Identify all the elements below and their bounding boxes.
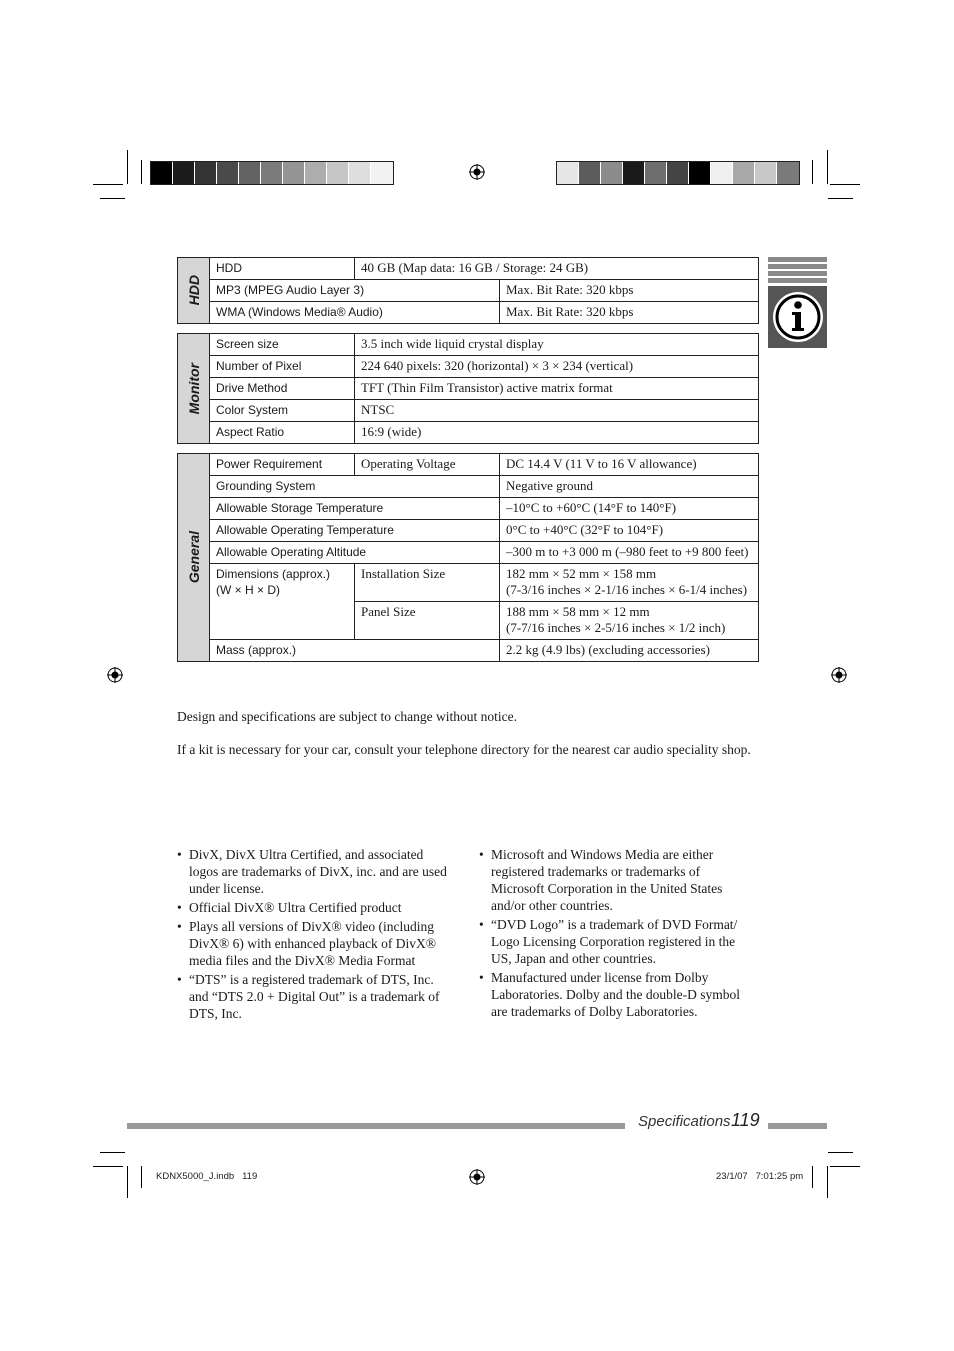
crop-mark: [830, 1166, 860, 1167]
color-swatch: [261, 162, 283, 184]
crop-mark: [141, 1166, 142, 1188]
footer-section-label: Specifications: [638, 1113, 731, 1130]
dimensions-axes: (W × H × D): [216, 583, 281, 597]
spec-value: [500, 602, 759, 640]
crop-mark: [828, 1152, 853, 1153]
spec-label: Allowable Operating Temperature: [210, 520, 500, 542]
list-item: • Official DivX® Ultra Certified product: [177, 899, 452, 916]
color-swatch: [755, 162, 777, 184]
color-swatch: [601, 162, 623, 184]
crop-mark: [93, 1166, 123, 1167]
color-swatch: [217, 162, 239, 184]
design-change-note: Design and specifications are subject to change without notice.: [177, 709, 518, 724]
color-swatch: [327, 162, 349, 184]
panel-size-metric: 188 mm × 58 mm × 12 mm: [506, 604, 650, 619]
spec-value: NTSC: [355, 400, 759, 422]
spec-label: WMA (Windows Media® Audio): [210, 302, 500, 324]
spec-label: Screen size: [210, 334, 355, 356]
crop-mark: [812, 160, 813, 184]
color-swatch: [371, 162, 393, 184]
registration-mark-icon: [469, 164, 485, 180]
slug-file-info: KDNX5000_J.indb 119: [156, 1171, 258, 1182]
spec-value: 3.5 inch wide liquid crystal display: [355, 334, 759, 356]
spec-sublabel: Panel Size: [355, 602, 500, 640]
color-swatch: [239, 162, 261, 184]
list-item: • “DVD Logo” is a trademark of DVD Format/ Logo Licensing Corporation registered in the US, Japan and other countries.: [479, 916, 754, 967]
color-swatch: [579, 162, 601, 184]
spec-value: Max. Bit Rate: 320 kbps: [500, 280, 759, 302]
section-header-general: General: [178, 454, 210, 662]
install-size-imperial: (7-3/16 inches × 2-1/16 inches × 6-1/4 inches): [506, 582, 748, 597]
color-swatch: [689, 162, 711, 184]
color-bar-right: [556, 161, 800, 185]
spec-label: Drive Method: [210, 378, 355, 400]
spec-value: 224 640 pixels: 320 (horizontal) × 3 × 234 (vertical): [355, 356, 759, 378]
color-swatch: [173, 162, 195, 184]
color-swatch: [349, 162, 371, 184]
spec-value: DC 14.4 V (11 V to 16 V allowance): [500, 454, 759, 476]
spec-label: Power Requirement: [210, 454, 355, 476]
section-header-hdd: HDD: [178, 258, 210, 324]
spec-label: MP3 (MPEG Audio Layer 3): [210, 280, 500, 302]
color-swatch: [305, 162, 327, 184]
spec-label: Allowable Storage Temperature: [210, 498, 500, 520]
crop-mark: [141, 160, 142, 184]
registration-mark-icon: [107, 667, 123, 683]
slug-timestamp: 23/1/07 7:01:25 pm: [716, 1171, 804, 1182]
color-swatch: [283, 162, 305, 184]
spec-label: Mass (approx.): [210, 640, 500, 662]
spec-value: –10°C to +60°C (14°F to 140°F): [500, 498, 759, 520]
trademark-list-left: [177, 846, 452, 1024]
install-size-metric: 182 mm × 52 mm × 158 mm: [506, 566, 657, 581]
crop-mark: [828, 198, 853, 199]
spec-label: Allowable Operating Altitude: [210, 542, 500, 564]
kit-note: If a kit is necessary for your car, consult your telephone directory for the nearest car audio speciality shop.: [177, 742, 751, 757]
color-bar-left: [150, 161, 394, 185]
spec-sublabel: Operating Voltage: [355, 454, 500, 476]
spec-label: Aspect Ratio: [210, 422, 355, 444]
monitor-spec-table: [177, 333, 759, 444]
spec-value: –300 m to +3 000 m (–980 feet to +9 800 feet): [500, 542, 759, 564]
footer-rule-right: [768, 1123, 827, 1129]
spec-label: HDD: [210, 258, 355, 280]
registration-mark-icon: [469, 1169, 485, 1185]
crop-mark: [812, 1166, 813, 1188]
color-swatch: [623, 162, 645, 184]
spec-value: 40 GB (Map data: 16 GB / Storage: 24 GB): [355, 258, 759, 280]
crop-mark: [93, 184, 123, 185]
spec-sublabel: Installation Size: [355, 564, 500, 602]
spec-value: 0°C to +40°C (32°F to 104°F): [500, 520, 759, 542]
crop-mark: [827, 150, 828, 184]
color-swatch: [151, 162, 173, 184]
color-swatch: [557, 162, 579, 184]
color-swatch: [733, 162, 755, 184]
list-item: • “DTS” is a registered trademark of DTS, Inc. and “DTS 2.0 + Digital Out” is a trademark of DTS, Inc.: [177, 971, 452, 1022]
crop-mark: [100, 1152, 125, 1153]
list-item: • DivX, DivX Ultra Certified, and associated logos are trademarks of DivX, inc. and are used under license.: [177, 846, 452, 897]
color-swatch: [645, 162, 667, 184]
list-item: • Microsoft and Windows Media are either registered trademarks or trademarks of Microsoft Corporation in the United States and/or other countries.: [479, 846, 754, 914]
color-swatch: [777, 162, 799, 184]
footer-rule-left: [127, 1123, 625, 1129]
color-swatch: [711, 162, 733, 184]
spec-label: Color System: [210, 400, 355, 422]
spec-value: [500, 564, 759, 602]
info-icon: [771, 290, 825, 344]
spec-value: Negative ground: [500, 476, 759, 498]
spec-value: Max. Bit Rate: 320 kbps: [500, 302, 759, 324]
spec-label: Grounding System: [210, 476, 500, 498]
section-header-monitor: Monitor: [178, 334, 210, 444]
list-item: • Manufactured under license from Dolby Laboratories. Dolby and the double-D symbol are trademarks of Dolby Laboratories.: [479, 969, 754, 1020]
spec-label: [210, 564, 355, 640]
dimensions-label: Dimensions (approx.): [216, 567, 331, 581]
spec-value: 16:9 (wide): [355, 422, 759, 444]
trademark-list-right: [479, 846, 754, 1022]
panel-size-imperial: (7-7/16 inches × 2-5/16 inches × 1/2 inch): [506, 620, 726, 635]
spec-value: 2.2 kg (4.9 lbs) (excluding accessories): [500, 640, 759, 662]
spec-value: TFT (Thin Film Transistor) active matrix format: [355, 378, 759, 400]
info-tab: [768, 257, 827, 348]
spec-label: Number of Pixel: [210, 356, 355, 378]
crop-mark: [127, 1166, 128, 1198]
registration-mark-icon: [831, 667, 847, 683]
hdd-spec-table: [177, 257, 759, 324]
crop-mark: [127, 150, 128, 184]
crop-mark: [827, 1166, 828, 1198]
list-item: • Plays all versions of DivX® video (including DivX® 6) with enhanced playback of DivX® media files and the DivX® Media Format: [177, 918, 452, 969]
color-swatch: [195, 162, 217, 184]
crop-mark: [830, 184, 860, 185]
crop-mark: [100, 198, 125, 199]
page-number: 119: [731, 1110, 760, 1130]
general-spec-table: [177, 453, 759, 662]
color-swatch: [667, 162, 689, 184]
